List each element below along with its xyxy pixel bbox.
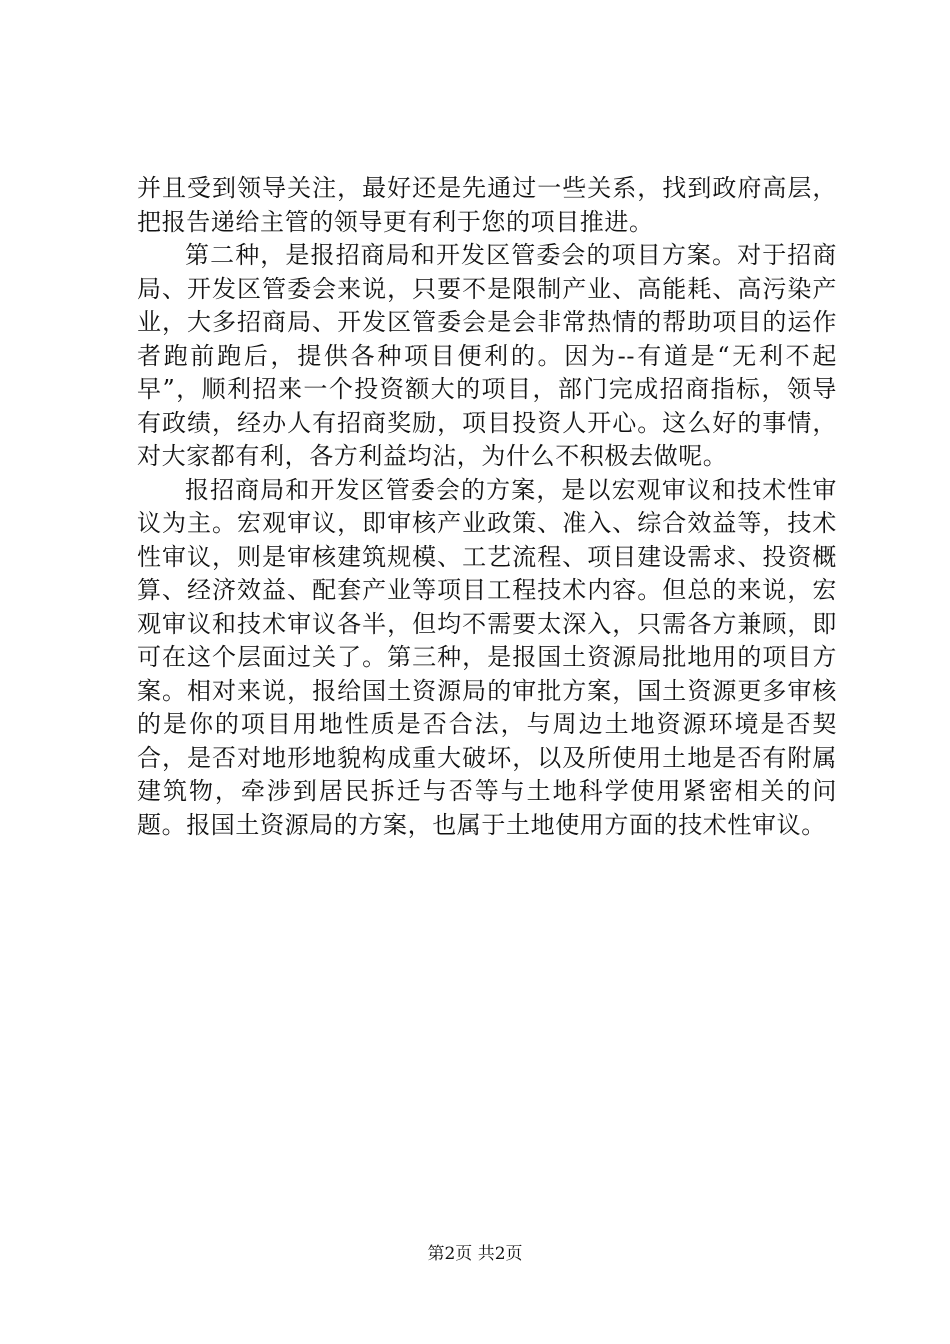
paragraph-second-type: 第二种，是报招商局和开发区管委会的项目方案。对于招商局、开发区管委会来说，只要不是限制产业、高能耗、高污染产业，大多招商局、开发区管委会是会非常热情的帮助项目的运作者跑前跑后，提供各种项目便利的。因为--有道是“无利不起早”，顺利招来一个投资额大的项目，部门完成招商指标，领导有政绩，经办人有招商奖励，项目投资人开心。这么好的事情，对大家都有利，各方利益均沾，为什么不积极去做呢。 (137, 241, 837, 470)
paragraph-continuation: 并且受到领导关注，最好还是先通过一些关系，找到政府高层，把报告递给主管的领导更有利于您的项目推进。 (137, 174, 837, 236)
page-number-footer: 第2页 共2页 (427, 1244, 523, 1264)
paragraph-review-types: 报招商局和开发区管委会的方案，是以宏观审议和技术性审议为主。宏观审议，即审核产业政策、准入、综合效益等，技术性审议，则是审核建筑规模、工艺流程、项目建设需求、投资概算、经济效益、配套产业等项目工程技术内容。但总的来说，宏观审议和技术审议各半，但均不需要太深入，只需各方兼顾，即可在这个层面过关了。第三种，是报国土资源局批地用的项目方案。相对来说，报给国土资源局的审批方案，国土资源更多审核的是你的项目用地性质是否合法，与周边土地资源环境是否契合，是否对地形地貌构成重大破坏，以及所使用土地是否有附属建筑物，牵涉到居民拆迁与否等与土地科学使用紧密相关的问题。报国土资源局的方案，也属于土地使用方面的技术性审议。 (137, 475, 837, 839)
document-body (137, 172, 837, 842)
